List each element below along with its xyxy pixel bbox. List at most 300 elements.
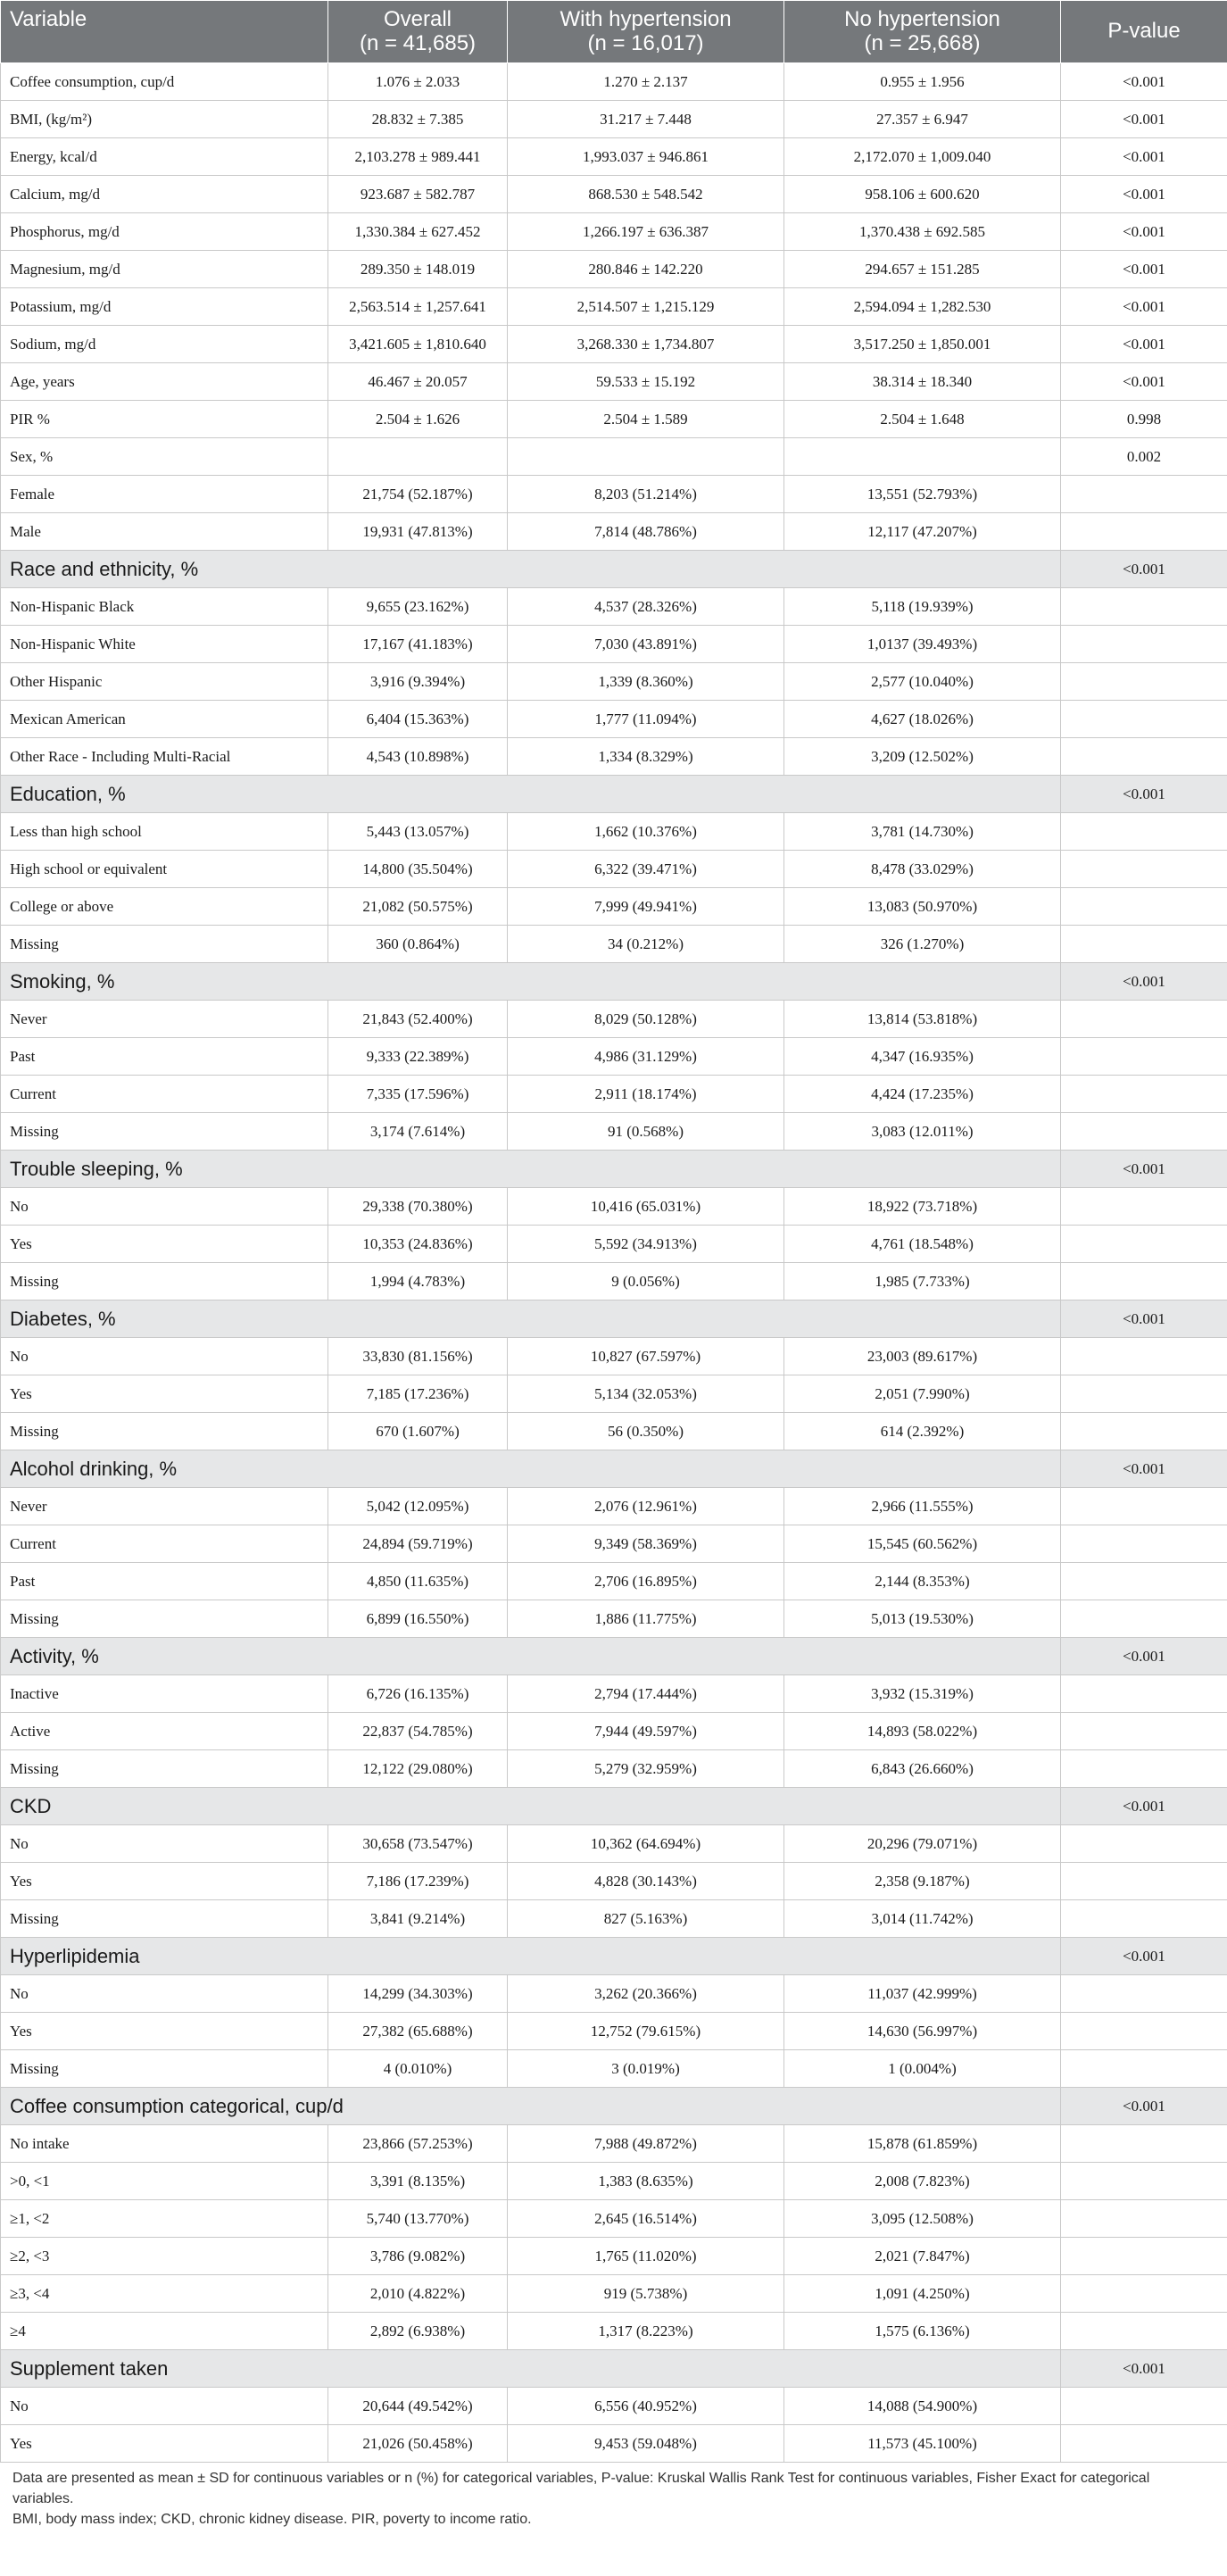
table-row	[1, 1525, 1227, 1563]
cell-with-hypertension: 10,416 (65.031%)	[508, 1188, 784, 1226]
cell-variable: Yes	[1, 1226, 328, 1263]
section-pvalue: <0.001	[1061, 963, 1227, 1001]
cell-no-hypertension: 20,296 (79.071%)	[784, 1825, 1061, 1863]
section-pvalue: <0.001	[1061, 2088, 1227, 2125]
cell-pvalue	[1061, 2125, 1227, 2163]
cell-pvalue: <0.001	[1061, 138, 1227, 176]
cell-pvalue	[1061, 1713, 1227, 1750]
cell-with-hypertension: 12,752 (79.615%)	[508, 2013, 784, 2050]
cell-no-hypertension: 18,922 (73.718%)	[784, 1188, 1061, 1226]
cell-variable: Current	[1, 1525, 328, 1563]
cell-overall: 7,186 (17.239%)	[328, 1863, 508, 1900]
table-row	[1, 513, 1227, 551]
cell-pvalue: <0.001	[1061, 63, 1227, 101]
cell-with-hypertension: 4,537 (28.326%)	[508, 588, 784, 626]
table-row	[1, 1188, 1227, 1226]
cell-no-hypertension: 3,932 (15.319%)	[784, 1675, 1061, 1713]
table-row	[1, 101, 1227, 138]
cell-no-hypertension: 3,209 (12.502%)	[784, 738, 1061, 776]
cell-pvalue: <0.001	[1061, 326, 1227, 363]
cell-variable: Missing	[1, 1600, 328, 1638]
cell-variable: Never	[1, 1488, 328, 1525]
cell-no-hypertension: 3,083 (12.011%)	[784, 1113, 1061, 1151]
cell-with-hypertension: 1,334 (8.329%)	[508, 738, 784, 776]
cell-variable: Non-Hispanic White	[1, 626, 328, 663]
cell-overall: 46.467 ± 20.057	[328, 363, 508, 401]
cell-with-hypertension: 3,268.330 ± 1,734.807	[508, 326, 784, 363]
section-header-row	[1, 1938, 1227, 1975]
section-header-row	[1, 1450, 1227, 1488]
footnote-line: BMI, body mass index; CKD, chronic kidney disease. PIR, poverty to income ratio.	[12, 2512, 532, 2528]
cell-variable: Less than high school	[1, 813, 328, 851]
cell-overall: 3,841 (9.214%)	[328, 1900, 508, 1938]
header-with-n: (n = 16,017)	[587, 30, 704, 55]
cell-overall: 5,042 (12.095%)	[328, 1488, 508, 1525]
cell-no-hypertension: 8,478 (33.029%)	[784, 851, 1061, 888]
cell-variable: No	[1, 1975, 328, 2013]
cell-pvalue	[1061, 1863, 1227, 1900]
section-label: CKD	[1, 1788, 1061, 1825]
cell-pvalue	[1061, 1001, 1227, 1038]
cell-pvalue	[1061, 1825, 1227, 1863]
cell-pvalue: <0.001	[1061, 251, 1227, 288]
cell-overall: 10,353 (24.836%)	[328, 1226, 508, 1263]
section-pvalue: <0.001	[1061, 2350, 1227, 2388]
table-row	[1, 588, 1227, 626]
cell-variable: Sex, %	[1, 438, 328, 476]
cell-overall: 28.832 ± 7.385	[328, 101, 508, 138]
cell-variable: Potassium, mg/d	[1, 288, 328, 326]
cell-pvalue: <0.001	[1061, 213, 1227, 251]
cell-with-hypertension: 4,828 (30.143%)	[508, 1863, 784, 1900]
table-row	[1, 176, 1227, 213]
cell-with-hypertension: 56 (0.350%)	[508, 1413, 784, 1450]
cell-with-hypertension: 1,339 (8.360%)	[508, 663, 784, 701]
cell-with-hypertension: 91 (0.568%)	[508, 1113, 784, 1151]
header-overall-title: Overall	[383, 6, 452, 31]
cell-no-hypertension: 1,575 (6.136%)	[784, 2313, 1061, 2350]
cell-variable: Active	[1, 1713, 328, 1750]
cell-pvalue	[1061, 513, 1227, 551]
cell-with-hypertension: 2,076 (12.961%)	[508, 1488, 784, 1525]
cell-overall: 14,800 (35.504%)	[328, 851, 508, 888]
cell-variable: >0, <1	[1, 2163, 328, 2200]
section-header-row	[1, 1300, 1227, 1338]
cell-with-hypertension: 1,383 (8.635%)	[508, 2163, 784, 2200]
cell-variable: High school or equivalent	[1, 851, 328, 888]
cell-no-hypertension: 2,051 (7.990%)	[784, 1375, 1061, 1413]
cell-variable: Coffee consumption, cup/d	[1, 63, 328, 101]
cell-overall: 2,103.278 ± 989.441	[328, 138, 508, 176]
table-row	[1, 326, 1227, 363]
cell-with-hypertension: 3,262 (20.366%)	[508, 1975, 784, 2013]
cell-variable: Missing	[1, 1900, 328, 1938]
header-overall-n: (n = 41,685)	[359, 30, 477, 55]
table-row	[1, 1825, 1227, 1863]
cell-pvalue	[1061, 588, 1227, 626]
table-row	[1, 2425, 1227, 2463]
cell-with-hypertension: 2,706 (16.895%)	[508, 1563, 784, 1600]
cell-variable: Yes	[1, 2013, 328, 2050]
cell-no-hypertension: 12,117 (47.207%)	[784, 513, 1061, 551]
cell-with-hypertension: 7,999 (49.941%)	[508, 888, 784, 926]
cell-with-hypertension: 8,029 (50.128%)	[508, 1001, 784, 1038]
section-pvalue: <0.001	[1061, 1450, 1227, 1488]
table-row	[1, 2163, 1227, 2200]
cell-no-hypertension: 1,370.438 ± 692.585	[784, 213, 1061, 251]
cell-no-hypertension: 14,630 (56.997%)	[784, 2013, 1061, 2050]
section-header-row	[1, 1788, 1227, 1825]
cell-variable: ≥1, <2	[1, 2200, 328, 2238]
cell-variable: Other Race - Including Multi-Racial	[1, 738, 328, 776]
cell-no-hypertension: 2,358 (9.187%)	[784, 1863, 1061, 1900]
cell-variable: Magnesium, mg/d	[1, 251, 328, 288]
cell-variable: Calcium, mg/d	[1, 176, 328, 213]
cell-overall: 923.687 ± 582.787	[328, 176, 508, 213]
cell-pvalue	[1061, 888, 1227, 926]
section-label: Smoking, %	[1, 963, 1061, 1001]
cell-variable: No	[1, 1825, 328, 1863]
cell-overall: 2,892 (6.938%)	[328, 2313, 508, 2350]
section-label: Activity, %	[1, 1638, 1061, 1675]
cell-variable: No	[1, 1188, 328, 1226]
header-pvalue: P-value	[1061, 1, 1227, 63]
cell-overall: 6,726 (16.135%)	[328, 1675, 508, 1713]
cell-variable: Yes	[1, 1375, 328, 1413]
section-label: Education, %	[1, 776, 1061, 813]
cell-overall: 4,543 (10.898%)	[328, 738, 508, 776]
cell-variable: Yes	[1, 2425, 328, 2463]
cell-no-hypertension: 958.106 ± 600.620	[784, 176, 1061, 213]
cell-pvalue	[1061, 1038, 1227, 1076]
cell-overall: 360 (0.864%)	[328, 926, 508, 963]
cell-overall: 27,382 (65.688%)	[328, 2013, 508, 2050]
cell-variable: Current	[1, 1076, 328, 1113]
cell-no-hypertension: 2,594.094 ± 1,282.530	[784, 288, 1061, 326]
header-no-title: No hypertension	[844, 6, 1000, 31]
cell-overall: 24,894 (59.719%)	[328, 1525, 508, 1563]
cell-variable: ≥2, <3	[1, 2238, 328, 2275]
cell-pvalue	[1061, 2163, 1227, 2200]
cell-with-hypertension: 5,134 (32.053%)	[508, 1375, 784, 1413]
table-row	[1, 251, 1227, 288]
section-header-row	[1, 551, 1227, 588]
cell-no-hypertension: 294.657 ± 151.285	[784, 251, 1061, 288]
section-header-row	[1, 2350, 1227, 2388]
table-row	[1, 1413, 1227, 1450]
cell-with-hypertension: 2,911 (18.174%)	[508, 1076, 784, 1113]
table-row	[1, 2238, 1227, 2275]
cell-no-hypertension: 4,347 (16.935%)	[784, 1038, 1061, 1076]
table-footnotes	[0, 2463, 1227, 2530]
cell-overall: 21,026 (50.458%)	[328, 2425, 508, 2463]
cell-no-hypertension: 38.314 ± 18.340	[784, 363, 1061, 401]
cell-no-hypertension: 614 (2.392%)	[784, 1413, 1061, 1450]
cell-with-hypertension: 1,765 (11.020%)	[508, 2238, 784, 2275]
cell-variable: Missing	[1, 1413, 328, 1450]
cell-with-hypertension: 868.530 ± 548.542	[508, 176, 784, 213]
cell-pvalue	[1061, 701, 1227, 738]
table-row	[1, 926, 1227, 963]
cell-with-hypertension: 5,592 (34.913%)	[508, 1226, 784, 1263]
header-with-hypertension	[508, 1, 784, 63]
cell-pvalue	[1061, 626, 1227, 663]
cell-pvalue	[1061, 476, 1227, 513]
table-row	[1, 1975, 1227, 2013]
cell-with-hypertension: 2,514.507 ± 1,215.129	[508, 288, 784, 326]
cell-overall: 3,786 (9.082%)	[328, 2238, 508, 2275]
cell-with-hypertension: 919 (5.738%)	[508, 2275, 784, 2313]
cell-no-hypertension: 2.504 ± 1.648	[784, 401, 1061, 438]
cell-with-hypertension: 2,794 (17.444%)	[508, 1675, 784, 1713]
section-label: Diabetes, %	[1, 1300, 1061, 1338]
cell-variable: Missing	[1, 1263, 328, 1300]
cell-variable: Non-Hispanic Black	[1, 588, 328, 626]
table-row	[1, 1563, 1227, 1600]
cell-no-hypertension: 326 (1.270%)	[784, 926, 1061, 963]
cell-with-hypertension: 5,279 (32.959%)	[508, 1750, 784, 1788]
cell-with-hypertension: 2,645 (16.514%)	[508, 2200, 784, 2238]
cell-overall	[328, 438, 508, 476]
cell-pvalue: <0.001	[1061, 363, 1227, 401]
cell-variable: Energy, kcal/d	[1, 138, 328, 176]
cell-overall: 6,404 (15.363%)	[328, 701, 508, 738]
cell-variable: PIR %	[1, 401, 328, 438]
table-row	[1, 851, 1227, 888]
cell-overall: 17,167 (41.183%)	[328, 626, 508, 663]
cell-pvalue	[1061, 1113, 1227, 1151]
cell-pvalue	[1061, 1900, 1227, 1938]
table-row	[1, 1338, 1227, 1375]
cell-pvalue	[1061, 1750, 1227, 1788]
table-row	[1, 401, 1227, 438]
cell-overall: 3,421.605 ± 1,810.640	[328, 326, 508, 363]
cell-overall: 1,994 (4.783%)	[328, 1263, 508, 1300]
cell-with-hypertension: 2.504 ± 1.589	[508, 401, 784, 438]
table-row	[1, 63, 1227, 101]
cell-variable: Sodium, mg/d	[1, 326, 328, 363]
cell-pvalue	[1061, 2013, 1227, 2050]
cell-pvalue	[1061, 2275, 1227, 2313]
table-row	[1, 1675, 1227, 1713]
cell-no-hypertension: 13,551 (52.793%)	[784, 476, 1061, 513]
table-row	[1, 1900, 1227, 1938]
table-row	[1, 138, 1227, 176]
cell-overall: 3,391 (8.135%)	[328, 2163, 508, 2200]
cell-variable: Never	[1, 1001, 328, 1038]
cell-no-hypertension: 23,003 (89.617%)	[784, 1338, 1061, 1375]
cell-with-hypertension: 59.533 ± 15.192	[508, 363, 784, 401]
cell-no-hypertension: 1 (0.004%)	[784, 2050, 1061, 2088]
cell-pvalue	[1061, 663, 1227, 701]
cell-with-hypertension: 31.217 ± 7.448	[508, 101, 784, 138]
table-header	[1, 1, 1227, 63]
table-row	[1, 1713, 1227, 1750]
cell-overall: 3,174 (7.614%)	[328, 1113, 508, 1151]
cell-with-hypertension: 34 (0.212%)	[508, 926, 784, 963]
cell-with-hypertension: 4,986 (31.129%)	[508, 1038, 784, 1076]
cell-with-hypertension: 9,349 (58.369%)	[508, 1525, 784, 1563]
table-row	[1, 363, 1227, 401]
cell-variable: Other Hispanic	[1, 663, 328, 701]
table-row	[1, 701, 1227, 738]
cell-overall: 20,644 (49.542%)	[328, 2388, 508, 2425]
cell-variable: Yes	[1, 1863, 328, 1900]
cell-overall: 7,335 (17.596%)	[328, 1076, 508, 1113]
cell-overall: 670 (1.607%)	[328, 1413, 508, 1450]
cell-with-hypertension: 1,886 (11.775%)	[508, 1600, 784, 1638]
cell-overall: 2,010 (4.822%)	[328, 2275, 508, 2313]
cell-overall: 2.504 ± 1.626	[328, 401, 508, 438]
cell-overall: 289.350 ± 148.019	[328, 251, 508, 288]
section-label: Race and ethnicity, %	[1, 551, 1061, 588]
cell-variable: Inactive	[1, 1675, 328, 1713]
cell-overall: 21,843 (52.400%)	[328, 1001, 508, 1038]
cell-no-hypertension: 13,814 (53.818%)	[784, 1001, 1061, 1038]
cell-pvalue	[1061, 1338, 1227, 1375]
table-row	[1, 1226, 1227, 1263]
table-row	[1, 1038, 1227, 1076]
cell-no-hypertension: 15,545 (60.562%)	[784, 1525, 1061, 1563]
table-row	[1, 476, 1227, 513]
cell-pvalue	[1061, 926, 1227, 963]
table-row	[1, 213, 1227, 251]
cell-overall: 22,837 (54.785%)	[328, 1713, 508, 1750]
cell-overall: 29,338 (70.380%)	[328, 1188, 508, 1226]
table-row	[1, 2313, 1227, 2350]
table-row	[1, 2388, 1227, 2425]
cell-with-hypertension: 1,993.037 ± 946.861	[508, 138, 784, 176]
cell-overall: 9,333 (22.389%)	[328, 1038, 508, 1076]
section-header-row	[1, 1151, 1227, 1188]
cell-overall: 6,899 (16.550%)	[328, 1600, 508, 1638]
cell-variable: No	[1, 1338, 328, 1375]
cell-variable: Missing	[1, 1113, 328, 1151]
cell-overall: 19,931 (47.813%)	[328, 513, 508, 551]
cell-variable: Past	[1, 1038, 328, 1076]
cell-pvalue	[1061, 2050, 1227, 2088]
section-pvalue: <0.001	[1061, 551, 1227, 588]
cell-with-hypertension: 1,317 (8.223%)	[508, 2313, 784, 2350]
table-row	[1, 2013, 1227, 2050]
cell-overall: 4 (0.010%)	[328, 2050, 508, 2088]
cell-no-hypertension: 2,021 (7.847%)	[784, 2238, 1061, 2275]
cell-pvalue: <0.001	[1061, 176, 1227, 213]
cell-pvalue	[1061, 1263, 1227, 1300]
cell-no-hypertension: 5,118 (19.939%)	[784, 588, 1061, 626]
cell-with-hypertension: 7,030 (43.891%)	[508, 626, 784, 663]
cell-pvalue: 0.998	[1061, 401, 1227, 438]
table-row	[1, 1750, 1227, 1788]
cell-no-hypertension: 2,577 (10.040%)	[784, 663, 1061, 701]
section-pvalue: <0.001	[1061, 1788, 1227, 1825]
cell-overall: 33,830 (81.156%)	[328, 1338, 508, 1375]
cell-variable: Male	[1, 513, 328, 551]
cell-variable: Missing	[1, 1750, 328, 1788]
section-label: Coffee consumption categorical, cup/d	[1, 2088, 1061, 2125]
cell-no-hypertension: 14,088 (54.900%)	[784, 2388, 1061, 2425]
cell-with-hypertension: 6,556 (40.952%)	[508, 2388, 784, 2425]
header-variable: Variable	[1, 1, 328, 63]
cell-no-hypertension: 4,761 (18.548%)	[784, 1226, 1061, 1263]
header-no-hypertension	[784, 1, 1061, 63]
section-pvalue: <0.001	[1061, 1300, 1227, 1338]
cell-pvalue	[1061, 2388, 1227, 2425]
cell-overall: 1.076 ± 2.033	[328, 63, 508, 101]
cell-with-hypertension: 1,777 (11.094%)	[508, 701, 784, 738]
section-header-row	[1, 776, 1227, 813]
cell-overall: 3,916 (9.394%)	[328, 663, 508, 701]
cell-with-hypertension: 7,944 (49.597%)	[508, 1713, 784, 1750]
cell-variable: Missing	[1, 926, 328, 963]
cell-no-hypertension: 1,0137 (39.493%)	[784, 626, 1061, 663]
cell-pvalue: 0.002	[1061, 438, 1227, 476]
table-row	[1, 438, 1227, 476]
cell-pvalue	[1061, 1975, 1227, 2013]
cell-pvalue	[1061, 2200, 1227, 2238]
cell-pvalue	[1061, 1375, 1227, 1413]
cell-no-hypertension: 2,172.070 ± 1,009.040	[784, 138, 1061, 176]
cell-no-hypertension: 6,843 (26.660%)	[784, 1750, 1061, 1788]
table-row	[1, 1863, 1227, 1900]
cell-overall: 5,443 (13.057%)	[328, 813, 508, 851]
cell-variable: Age, years	[1, 363, 328, 401]
section-label: Hyperlipidemia	[1, 1938, 1061, 1975]
cell-no-hypertension: 14,893 (58.022%)	[784, 1713, 1061, 1750]
cell-variable: Phosphorus, mg/d	[1, 213, 328, 251]
cell-pvalue	[1061, 2425, 1227, 2463]
table-body	[1, 63, 1227, 2463]
cell-no-hypertension: 1,091 (4.250%)	[784, 2275, 1061, 2313]
cell-no-hypertension: 2,966 (11.555%)	[784, 1488, 1061, 1525]
cell-pvalue	[1061, 1563, 1227, 1600]
section-header-row	[1, 1638, 1227, 1675]
cell-with-hypertension: 7,988 (49.872%)	[508, 2125, 784, 2163]
section-pvalue: <0.001	[1061, 776, 1227, 813]
table-row	[1, 2050, 1227, 2088]
cell-no-hypertension: 4,424 (17.235%)	[784, 1076, 1061, 1113]
table-row	[1, 1001, 1227, 1038]
header-overall	[328, 1, 508, 63]
cell-pvalue: <0.001	[1061, 101, 1227, 138]
cell-pvalue	[1061, 1525, 1227, 1563]
cell-overall: 1,330.384 ± 627.452	[328, 213, 508, 251]
cell-overall: 2,563.514 ± 1,257.641	[328, 288, 508, 326]
cell-pvalue	[1061, 1188, 1227, 1226]
section-label: Trouble sleeping, %	[1, 1151, 1061, 1188]
cell-with-hypertension: 280.846 ± 142.220	[508, 251, 784, 288]
cell-with-hypertension: 1,662 (10.376%)	[508, 813, 784, 851]
table-row	[1, 738, 1227, 776]
section-pvalue: <0.001	[1061, 1151, 1227, 1188]
header-with-title: With hypertension	[560, 6, 732, 31]
cell-pvalue: <0.001	[1061, 288, 1227, 326]
cell-overall: 14,299 (34.303%)	[328, 1975, 508, 2013]
cell-with-hypertension: 1,266.197 ± 636.387	[508, 213, 784, 251]
cell-with-hypertension: 9 (0.056%)	[508, 1263, 784, 1300]
cell-no-hypertension: 1,985 (7.733%)	[784, 1263, 1061, 1300]
table-row	[1, 2275, 1227, 2313]
table-row	[1, 2125, 1227, 2163]
cell-with-hypertension: 827 (5.163%)	[508, 1900, 784, 1938]
cell-no-hypertension: 15,878 (61.859%)	[784, 2125, 1061, 2163]
table-row	[1, 626, 1227, 663]
section-label: Alcohol drinking, %	[1, 1450, 1061, 1488]
cell-with-hypertension: 3 (0.019%)	[508, 2050, 784, 2088]
table-row	[1, 1488, 1227, 1525]
cell-no-hypertension	[784, 438, 1061, 476]
table-row	[1, 1600, 1227, 1638]
